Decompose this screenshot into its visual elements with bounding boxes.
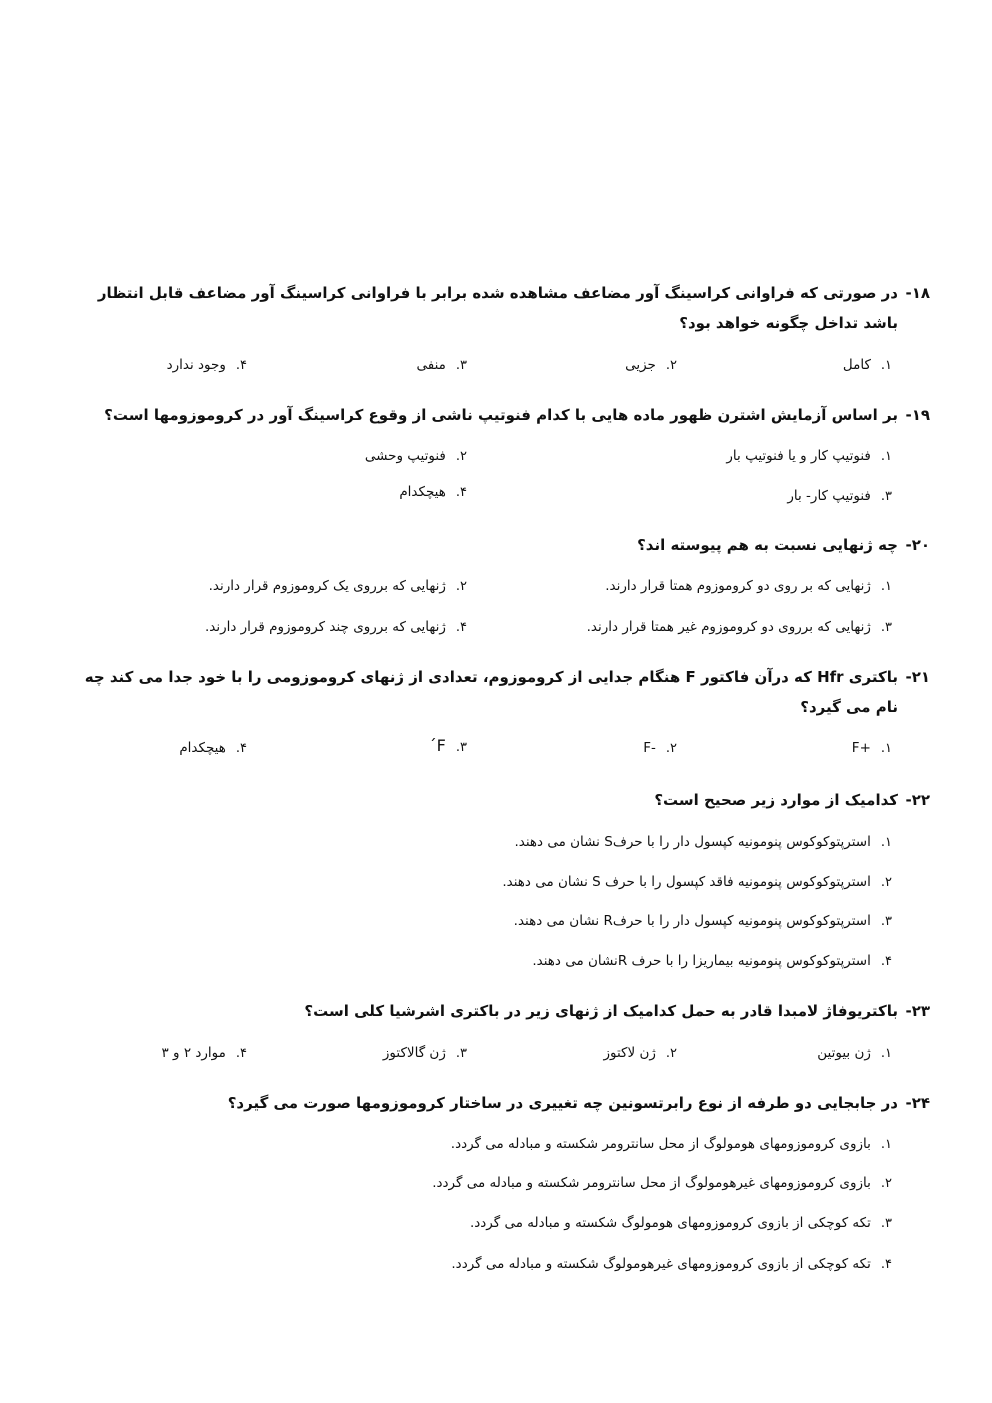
- question-number: ۱۸-: [905, 284, 930, 302]
- option-24-1[interactable]: ۱.بازوی کروموزومهای هومولوگ از محل سانترومر شکسته و مبادله می گردد.: [450, 1136, 892, 1152]
- option-23-1[interactable]: ۱.ژن بیوتین: [817, 1045, 892, 1061]
- option-24-2[interactable]: ۲.بازوی کروموزومهای غیرهومولوگ از محل سانترومر شکسته و مبادله می گردد.: [432, 1175, 892, 1191]
- option-24-3[interactable]: ۳.تکه کوچکی از بازوی کروموزومهای هومولوگ شکسته و مبادله می گردد.: [469, 1215, 892, 1231]
- option-20-4[interactable]: ۴.ژنهایی که برروی چند کروموزوم قرار دارند.: [204, 619, 467, 635]
- option-23-4[interactable]: ۴.موارد ۲ و ۳: [161, 1045, 247, 1061]
- option-22-1[interactable]: ۱.استرپتوکوکوس پنومونیه کپسول دار را با حرفS نشان می دهند.: [514, 834, 892, 850]
- question-number: ۱۹-: [905, 406, 930, 424]
- option-23-2[interactable]: ۲.ژن لاکتوز: [603, 1045, 677, 1061]
- question-number: ۲۰-: [905, 536, 930, 554]
- question-text: باکتریوفاژ لامبدا قادر به حمل کدامیک از ژنهای زیر در باکتری اشرشیا کلی است؟: [304, 1002, 898, 1020]
- question-20: [70, 530, 930, 560]
- question-text: باکتری Hfr که درآن فاکتور F هنگام جدایی از کروموزوم، تعدادی از ژنهای کروموزومی را با خود جدا می کند چه نام می گیرد؟: [84, 668, 898, 716]
- option-23-3[interactable]: ۳.ژن گالاکتوز: [382, 1045, 467, 1061]
- question-text: کدامیک از موارد زیر صحیح است؟: [654, 791, 898, 809]
- question-21: [70, 662, 930, 722]
- question-text: بر اساس آزمایش اشترن ظهور ماده هایی با کدام فنوتیپ ناشی از وقوع کراسینگ آور در کروموزومها است؟: [104, 406, 898, 424]
- option-20-1[interactable]: ۱.ژنهایی که بر روی دو کروموزوم همتا قرار دارند.: [605, 578, 892, 594]
- option-22-4[interactable]: ۴.استرپتوکوکوس پنومونیه بیماریزا را با حرف Rنشان می دهند.: [532, 953, 892, 969]
- question-22: [70, 785, 930, 815]
- question-19: [70, 400, 930, 430]
- question-text: در صورتی که فراوانی کراسینگ آور مضاعف مشاهده شده برابر با فراوانی کراسینگ آور مضاعف قابل انتظار باشد تداخل چگونه خواهد بود؟: [97, 284, 898, 332]
- question-24: [70, 1088, 930, 1118]
- question-18: [70, 278, 930, 338]
- question-text: در جابجایی دو طرفه از نوع رابرتسونین چه تغییری در ساختار کروموزومها صورت می گیرد؟: [227, 1094, 898, 1112]
- option-21-1[interactable]: ۱.+F: [851, 740, 892, 756]
- option-19-3[interactable]: ۳.فنوتیپ کار- بار: [787, 488, 892, 504]
- question-number: ۲۲-: [905, 791, 930, 809]
- option-19-4[interactable]: ۴.هیچکدام: [399, 484, 467, 500]
- option-22-2[interactable]: ۲.استرپتوکوکوس پنومونیه فاقد کپسول را با حرف S نشان می دهند.: [502, 874, 892, 890]
- question-number: ۲۳-: [905, 1002, 930, 1020]
- option-21-4[interactable]: ۴.هیچکدام: [179, 740, 247, 756]
- option-18-3[interactable]: ۳.منفی: [416, 357, 467, 373]
- option-20-2[interactable]: ۲.ژنهایی که برروی یک کروموزوم قرار دارند.: [208, 578, 467, 594]
- option-21-2[interactable]: ۲.-F: [643, 740, 677, 756]
- option-24-4[interactable]: ۴.تکه کوچکی از بازوی کروموزومهای غیرهومولوگ شکسته و مبادله می گردد.: [451, 1256, 892, 1272]
- option-20-3[interactable]: ۳.ژنهایی که برروی دو کروموزوم غیر همتا قرار دارند.: [586, 619, 892, 635]
- question-number: ۲۱-: [905, 668, 930, 686]
- option-18-1[interactable]: ۱.کامل: [842, 357, 892, 373]
- option-21-3[interactable]: ۳.F´: [428, 736, 467, 755]
- question-number: ۲۴-: [905, 1094, 930, 1112]
- option-19-2[interactable]: ۲.فنوتیپ وحشی: [364, 448, 467, 464]
- question-23: [70, 996, 930, 1026]
- option-19-1[interactable]: ۱.فنوتیپ کار و یا فنوتیپ بار: [726, 448, 892, 464]
- option-22-3[interactable]: ۳.استرپتوکوکوس پنومونیه کپسول دار را با حرفR نشان می دهند.: [513, 913, 892, 929]
- question-text: چه ژنهایی نسبت به هم پیوسته اند؟: [637, 536, 898, 554]
- option-18-4[interactable]: ۴.وجود ندارد: [166, 357, 247, 373]
- option-18-2[interactable]: ۲.جزیی: [625, 357, 677, 373]
